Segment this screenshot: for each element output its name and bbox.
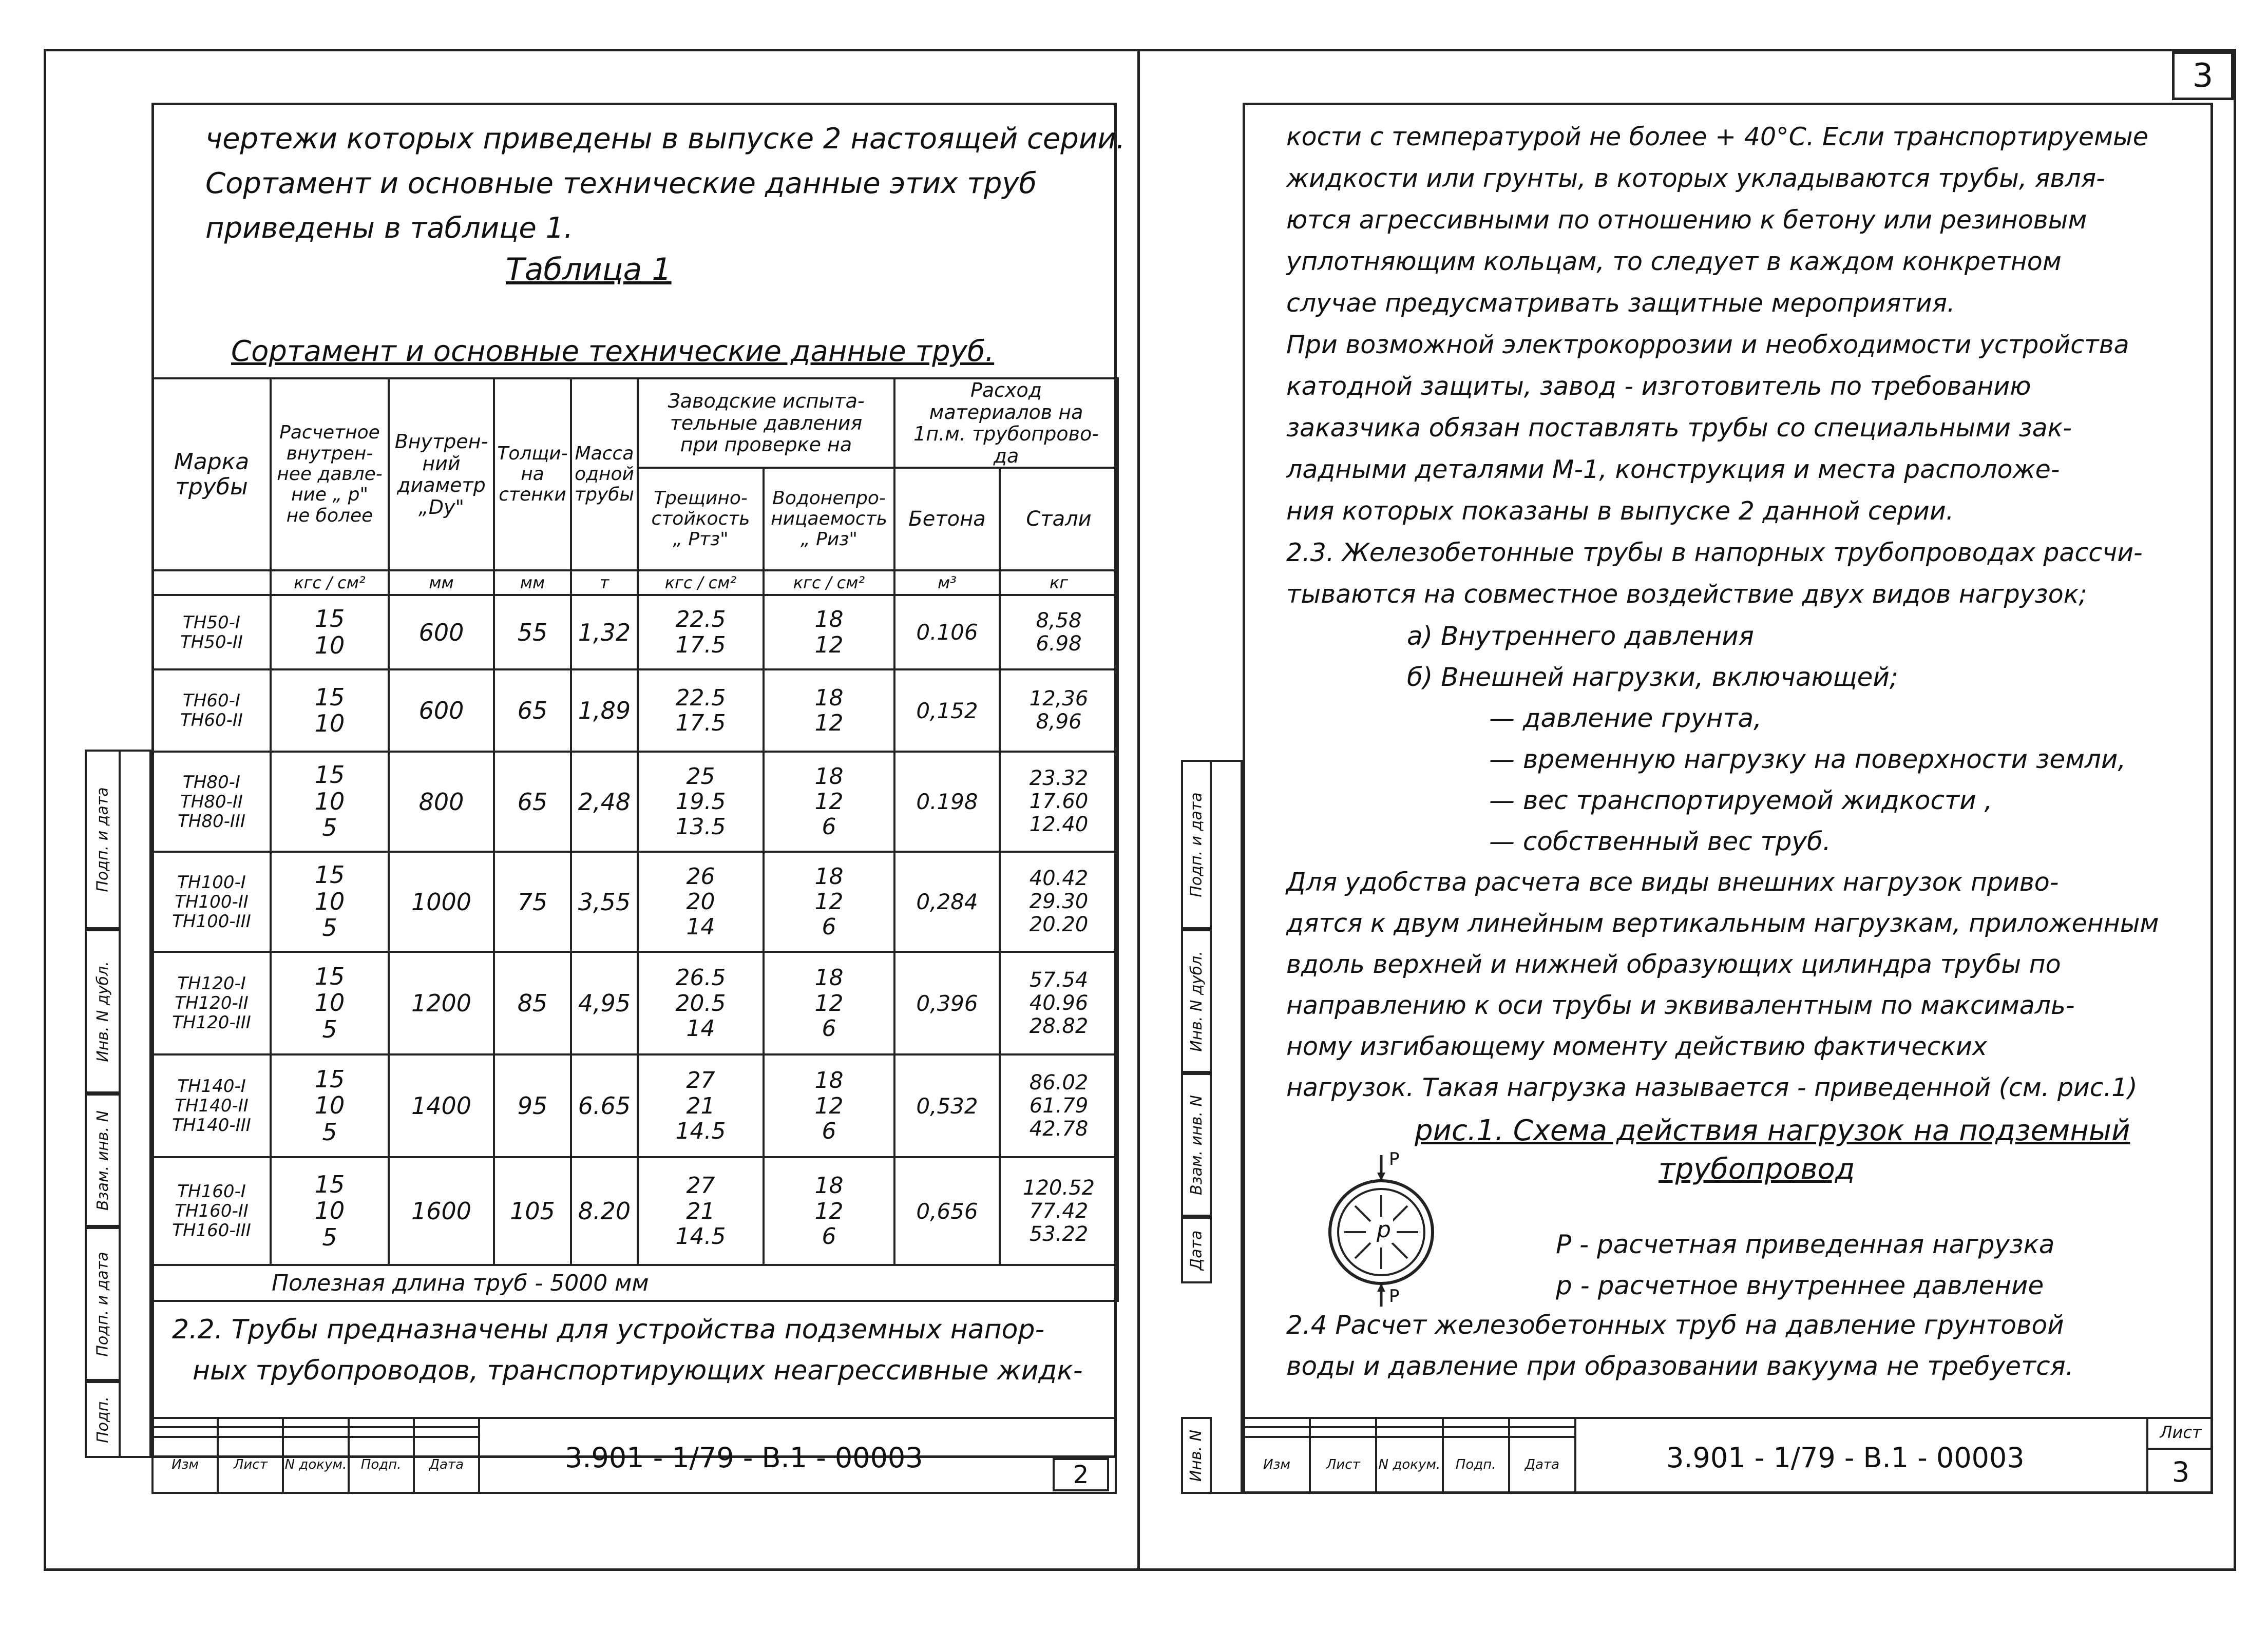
cell-mass: 1,32: [571, 595, 638, 669]
cell-thickness: 65: [494, 752, 571, 852]
cell-water-pressure: 18 12: [764, 595, 894, 669]
table-row: [153, 952, 1118, 1054]
side-label: Подп.: [85, 1381, 121, 1458]
stamp-col: Лист: [218, 1437, 283, 1493]
cell-steel: 8,58 6.98: [1000, 595, 1118, 669]
paragraph-2-2-line: 2.2. Трубы предназначены для устройства подземных напор-: [172, 1314, 1045, 1345]
cell-water-pressure: 18 12 6: [764, 1157, 894, 1265]
body-text-line: дятся к двум линейным вертикальным нагрузкам, приложенным: [1286, 909, 2159, 938]
cell-mark: ТН50-I ТН50-II: [153, 595, 271, 669]
side-label: Подп. и дата: [85, 1227, 121, 1381]
cell-crack-pressure: 22.5 17.5: [638, 669, 764, 752]
body-text-line: случае предусматривать защитные мероприятия.: [1286, 289, 1955, 318]
unit-cell: кг: [1000, 570, 1118, 595]
cell-steel: 86.02 61.79 42.78: [1000, 1054, 1118, 1157]
header-diameter: Внутрен- ний диаметр „Dу": [389, 378, 494, 570]
sheet-number: 3: [2171, 1455, 2190, 1488]
body-text-line: жидкости или грунты, в которых укладываются трубы, явля-: [1286, 164, 2105, 193]
cell-steel: 40.42 29.30 20.20: [1000, 852, 1118, 952]
table-row: [153, 595, 1118, 669]
side-label: Инв. N дубл.: [85, 929, 121, 1093]
body-text-line: катодной защиты, завод - изготовитель по требованию: [1286, 372, 2031, 401]
cell-mark: ТН60-I ТН60-II: [153, 669, 271, 752]
label-P-bottom: Р: [1389, 1286, 1400, 1307]
stamp-col: N докум.: [283, 1437, 348, 1493]
figure-caption: трубопровод: [1659, 1153, 1855, 1186]
table-row: [153, 752, 1118, 852]
cell-mass: 8.20: [571, 1157, 638, 1265]
legend-p: р - расчетное внутреннее давление: [1556, 1271, 2044, 1300]
cell-crack-pressure: 26 20 14: [638, 852, 764, 952]
header-materials: Расход материалов на 1п.м. трубопрово- да: [894, 378, 1118, 468]
cell-diameter: 1400: [389, 1054, 494, 1157]
body-text-line: ются агрессивными по отношению к бетону или резиновым: [1286, 205, 2087, 235]
paragraph-2-4-line: воды и давление при образовании вакуума не требуется.: [1286, 1351, 2074, 1381]
cell-mass: 4,95: [571, 952, 638, 1054]
unit-cell: мм: [494, 570, 571, 595]
body-text-line: При возможной электрокоррозии и необходимости устройства: [1286, 330, 2129, 359]
header-mark: Марка трубы: [153, 378, 271, 570]
list-item-b: б) Внешней нагрузки, включающей;: [1407, 662, 1898, 692]
header-water-tightness: Водонепро- ницаемость „ Риз": [764, 468, 894, 570]
intro-line: чертежи которых приведены в выпуске 2 настоящей серии.: [205, 122, 1126, 156]
cell-concrete: 0.106: [894, 595, 1000, 669]
cell-crack-pressure: 22.5 17.5: [638, 595, 764, 669]
stamp-col: N докум.: [1376, 1437, 1442, 1493]
unit-cell: м³: [894, 570, 1000, 595]
dash-item: — вес транспортируемой жидкости ,: [1489, 785, 1993, 815]
unit-cell: кгс / см²: [271, 570, 389, 595]
table-row: [153, 1157, 1118, 1265]
cell-crack-pressure: 26.5 20.5 14: [638, 952, 764, 1054]
cell-pressure: 15 10 5: [271, 1054, 389, 1157]
cell-water-pressure: 18 12 6: [764, 952, 894, 1054]
units-row: [153, 570, 1118, 595]
cell-steel: 57.54 40.96 28.82: [1000, 952, 1118, 1054]
cell-diameter: 600: [389, 595, 494, 669]
cell-pressure: 15 10: [271, 669, 389, 752]
legend-P: Р - расчетная приведенная нагрузка: [1556, 1230, 2055, 1259]
figure-caption: рис.1. Схема действия нагрузок на подземный: [1415, 1114, 2130, 1147]
cell-concrete: 0,152: [894, 669, 1000, 752]
unit-cell: кгс / см²: [638, 570, 764, 595]
side-strip-blank: [121, 750, 151, 1458]
side-label: Дата: [1181, 1217, 1212, 1283]
cell-thickness: 105: [494, 1157, 571, 1265]
body-text-line: нагрузок. Такая нагрузка называется - приведенной (см. рис.1): [1286, 1073, 2138, 1102]
cell-water-pressure: 18 12: [764, 669, 894, 752]
side-label: Взам. инв. N: [85, 1093, 121, 1227]
cell-concrete: 0,532: [894, 1054, 1000, 1157]
header-factory-pressures: Заводские испыта- тельные давления при проверке на: [638, 378, 894, 468]
cell-concrete: 0,656: [894, 1157, 1000, 1265]
cell-crack-pressure: 27 21 14.5: [638, 1054, 764, 1157]
body-text-line: уплотняющим кольцам, то следует в каждом конкретном: [1286, 247, 2062, 276]
cell-crack-pressure: 25 19.5 13.5: [638, 752, 764, 852]
cell-crack-pressure: 27 21 14.5: [638, 1157, 764, 1265]
side-label: Инв. N дубл.: [1181, 929, 1212, 1073]
unit-cell: мм: [389, 570, 494, 595]
header-concrete: Бетона: [894, 468, 1000, 570]
body-text-line: вдоль верхней и нижней образующих цилиндра трубы по: [1286, 950, 2061, 979]
paragraph-2-2-line: ных трубопроводов, транспортирующих неагрессивные жидк-: [193, 1355, 1083, 1386]
label-p-center: р: [1375, 1217, 1393, 1243]
stamp-col: Дата: [1509, 1437, 1575, 1493]
body-text-line: ладными деталями М-1, конструкция и места расположе-: [1286, 455, 2060, 484]
cell-mark: ТН120-I ТН120-II ТН120-III: [153, 952, 271, 1054]
cell-thickness: 75: [494, 852, 571, 952]
center-fold-line: [1137, 49, 1140, 1571]
side-label: Инв. N: [1181, 1417, 1212, 1494]
cell-mark: ТН100-I ТН100-II ТН100-III: [153, 852, 271, 952]
right-stamp-sheet-box: [2146, 1417, 2213, 1494]
corner-sheet-number: 3: [2172, 51, 2234, 100]
dash-item: — давление грунта,: [1489, 703, 1762, 733]
cell-diameter: 1600: [389, 1157, 494, 1265]
table-number: Таблица 1: [506, 252, 672, 287]
cell-steel: 120.52 77.42 53.22: [1000, 1157, 1118, 1265]
header-crack-resistance: Трещино- стойкость „ Ртз": [638, 468, 764, 570]
header-pressure: Расчетное внутрен- нее давле- ние „ р" не более: [271, 378, 389, 570]
body-text-line: заказчика обязан поставлять трубы со специальными зак-: [1286, 413, 2072, 443]
label-P-top: Р: [1389, 1149, 1400, 1169]
stamp-col: Подп.: [349, 1437, 414, 1493]
stamp-col: Изм: [153, 1437, 218, 1493]
header-steel: Стали: [1000, 468, 1118, 570]
cell-pressure: 15 10 5: [271, 1157, 389, 1265]
cell-mark: ТН160-I ТН160-II ТН160-III: [153, 1157, 271, 1265]
body-text-line: тываются на совместное воздействие двух видов нагрузок;: [1286, 580, 2087, 609]
side-label: Подп. и дата: [1181, 760, 1212, 929]
cell-diameter: 800: [389, 752, 494, 852]
stamp-col: Изм: [1244, 1437, 1310, 1493]
table-row: [153, 852, 1118, 952]
body-text-line: 2.3. Железобетонные трубы в напорных трубопроводах рассчи-: [1286, 538, 2143, 567]
cell-thickness: 65: [494, 669, 571, 752]
header-thickness: Толщи- на стенки: [494, 378, 571, 570]
cell-water-pressure: 18 12 6: [764, 1054, 894, 1157]
side-label: Взам. инв. N: [1181, 1073, 1212, 1217]
paragraph-2-4-line: 2.4 Расчет железобетонных труб на давление грунтовой: [1286, 1310, 2064, 1340]
right-stamp-grid: [1243, 1417, 1576, 1494]
body-text-line: ния которых показаны в выпуске 2 данной серии.: [1286, 496, 1954, 526]
table-row: [153, 1054, 1118, 1157]
side-strip-blank: [1212, 760, 1243, 1494]
cell-water-pressure: 18 12 6: [764, 752, 894, 852]
cell-concrete: 0,396: [894, 952, 1000, 1054]
header-mass: Масса одной трубы: [571, 378, 638, 570]
dash-item: — временную нагрузку на поверхности земли,: [1489, 744, 2126, 774]
right-stamp-code: 3.901 - 1/79 - В.1 - 00003: [1666, 1442, 2025, 1474]
table-row: [153, 669, 1118, 752]
dash-item: — собственный вес труб.: [1489, 827, 1831, 856]
table-body: [153, 595, 1118, 1265]
cell-thickness: 85: [494, 952, 571, 1054]
unit-cell: [153, 570, 271, 595]
left-stamp-grid: [151, 1417, 480, 1494]
left-stamp-code: 3.901 - 1/79 - В.1 - 00003: [565, 1442, 923, 1474]
cell-mark: ТН80-I ТН80-II ТН80-III: [153, 752, 271, 852]
cell-mass: 1,89: [571, 669, 638, 752]
intro-line: приведены в таблице 1.: [205, 212, 574, 245]
body-text-line: направлению к оси трубы и эквивалентным по максималь-: [1286, 991, 2075, 1020]
stamp-col: Дата: [414, 1437, 479, 1493]
cell-diameter: 1000: [389, 852, 494, 952]
side-label: Подп. и дата: [85, 750, 121, 929]
unit-cell: кгс / см²: [764, 570, 894, 595]
cell-diameter: 600: [389, 669, 494, 752]
cell-mass: 2,48: [571, 752, 638, 852]
cell-concrete: 0,284: [894, 852, 1000, 952]
specification-table: [151, 377, 1119, 1302]
table-title: Сортамент и основные технические данные труб.: [231, 335, 995, 368]
cell-mass: 3,55: [571, 852, 638, 952]
cell-diameter: 1200: [389, 952, 494, 1054]
cell-concrete: 0.198: [894, 752, 1000, 852]
table-footer-note: Полезная длина труб - 5000 мм: [153, 1265, 1118, 1301]
cell-steel: 12,36 8,96: [1000, 669, 1118, 752]
cell-pressure: 15 10 5: [271, 752, 389, 852]
cell-mark: ТН140-I ТН140-II ТН140-III: [153, 1054, 271, 1157]
unit-cell: т: [571, 570, 638, 595]
sheet-label: Лист: [2148, 1417, 2213, 1450]
left-stamp-page: 2: [1053, 1458, 1109, 1491]
intro-line: Сортамент и основные технические данные этих труб: [205, 167, 1037, 200]
body-text-line: ному изгибающему моменту действию фактических: [1286, 1032, 1987, 1061]
cell-pressure: 15 10 5: [271, 952, 389, 1054]
cell-water-pressure: 18 12 6: [764, 852, 894, 952]
cell-steel: 23.32 17.60 12.40: [1000, 752, 1118, 852]
cell-pressure: 15 10 5: [271, 852, 389, 952]
list-item-a: а) Внутреннего давления: [1407, 621, 1754, 651]
cell-thickness: 95: [494, 1054, 571, 1157]
cell-mass: 6.65: [571, 1054, 638, 1157]
body-text-line: Для удобства расчета все виды внешних нагрузок приво-: [1286, 868, 2059, 897]
stamp-col: Подп.: [1443, 1437, 1509, 1493]
body-text-line: кости с температурой не более + 40°С. Если транспортируемые: [1286, 122, 2148, 151]
cell-pressure: 15 10: [271, 595, 389, 669]
cell-thickness: 55: [494, 595, 571, 669]
stamp-col: Лист: [1310, 1437, 1376, 1493]
